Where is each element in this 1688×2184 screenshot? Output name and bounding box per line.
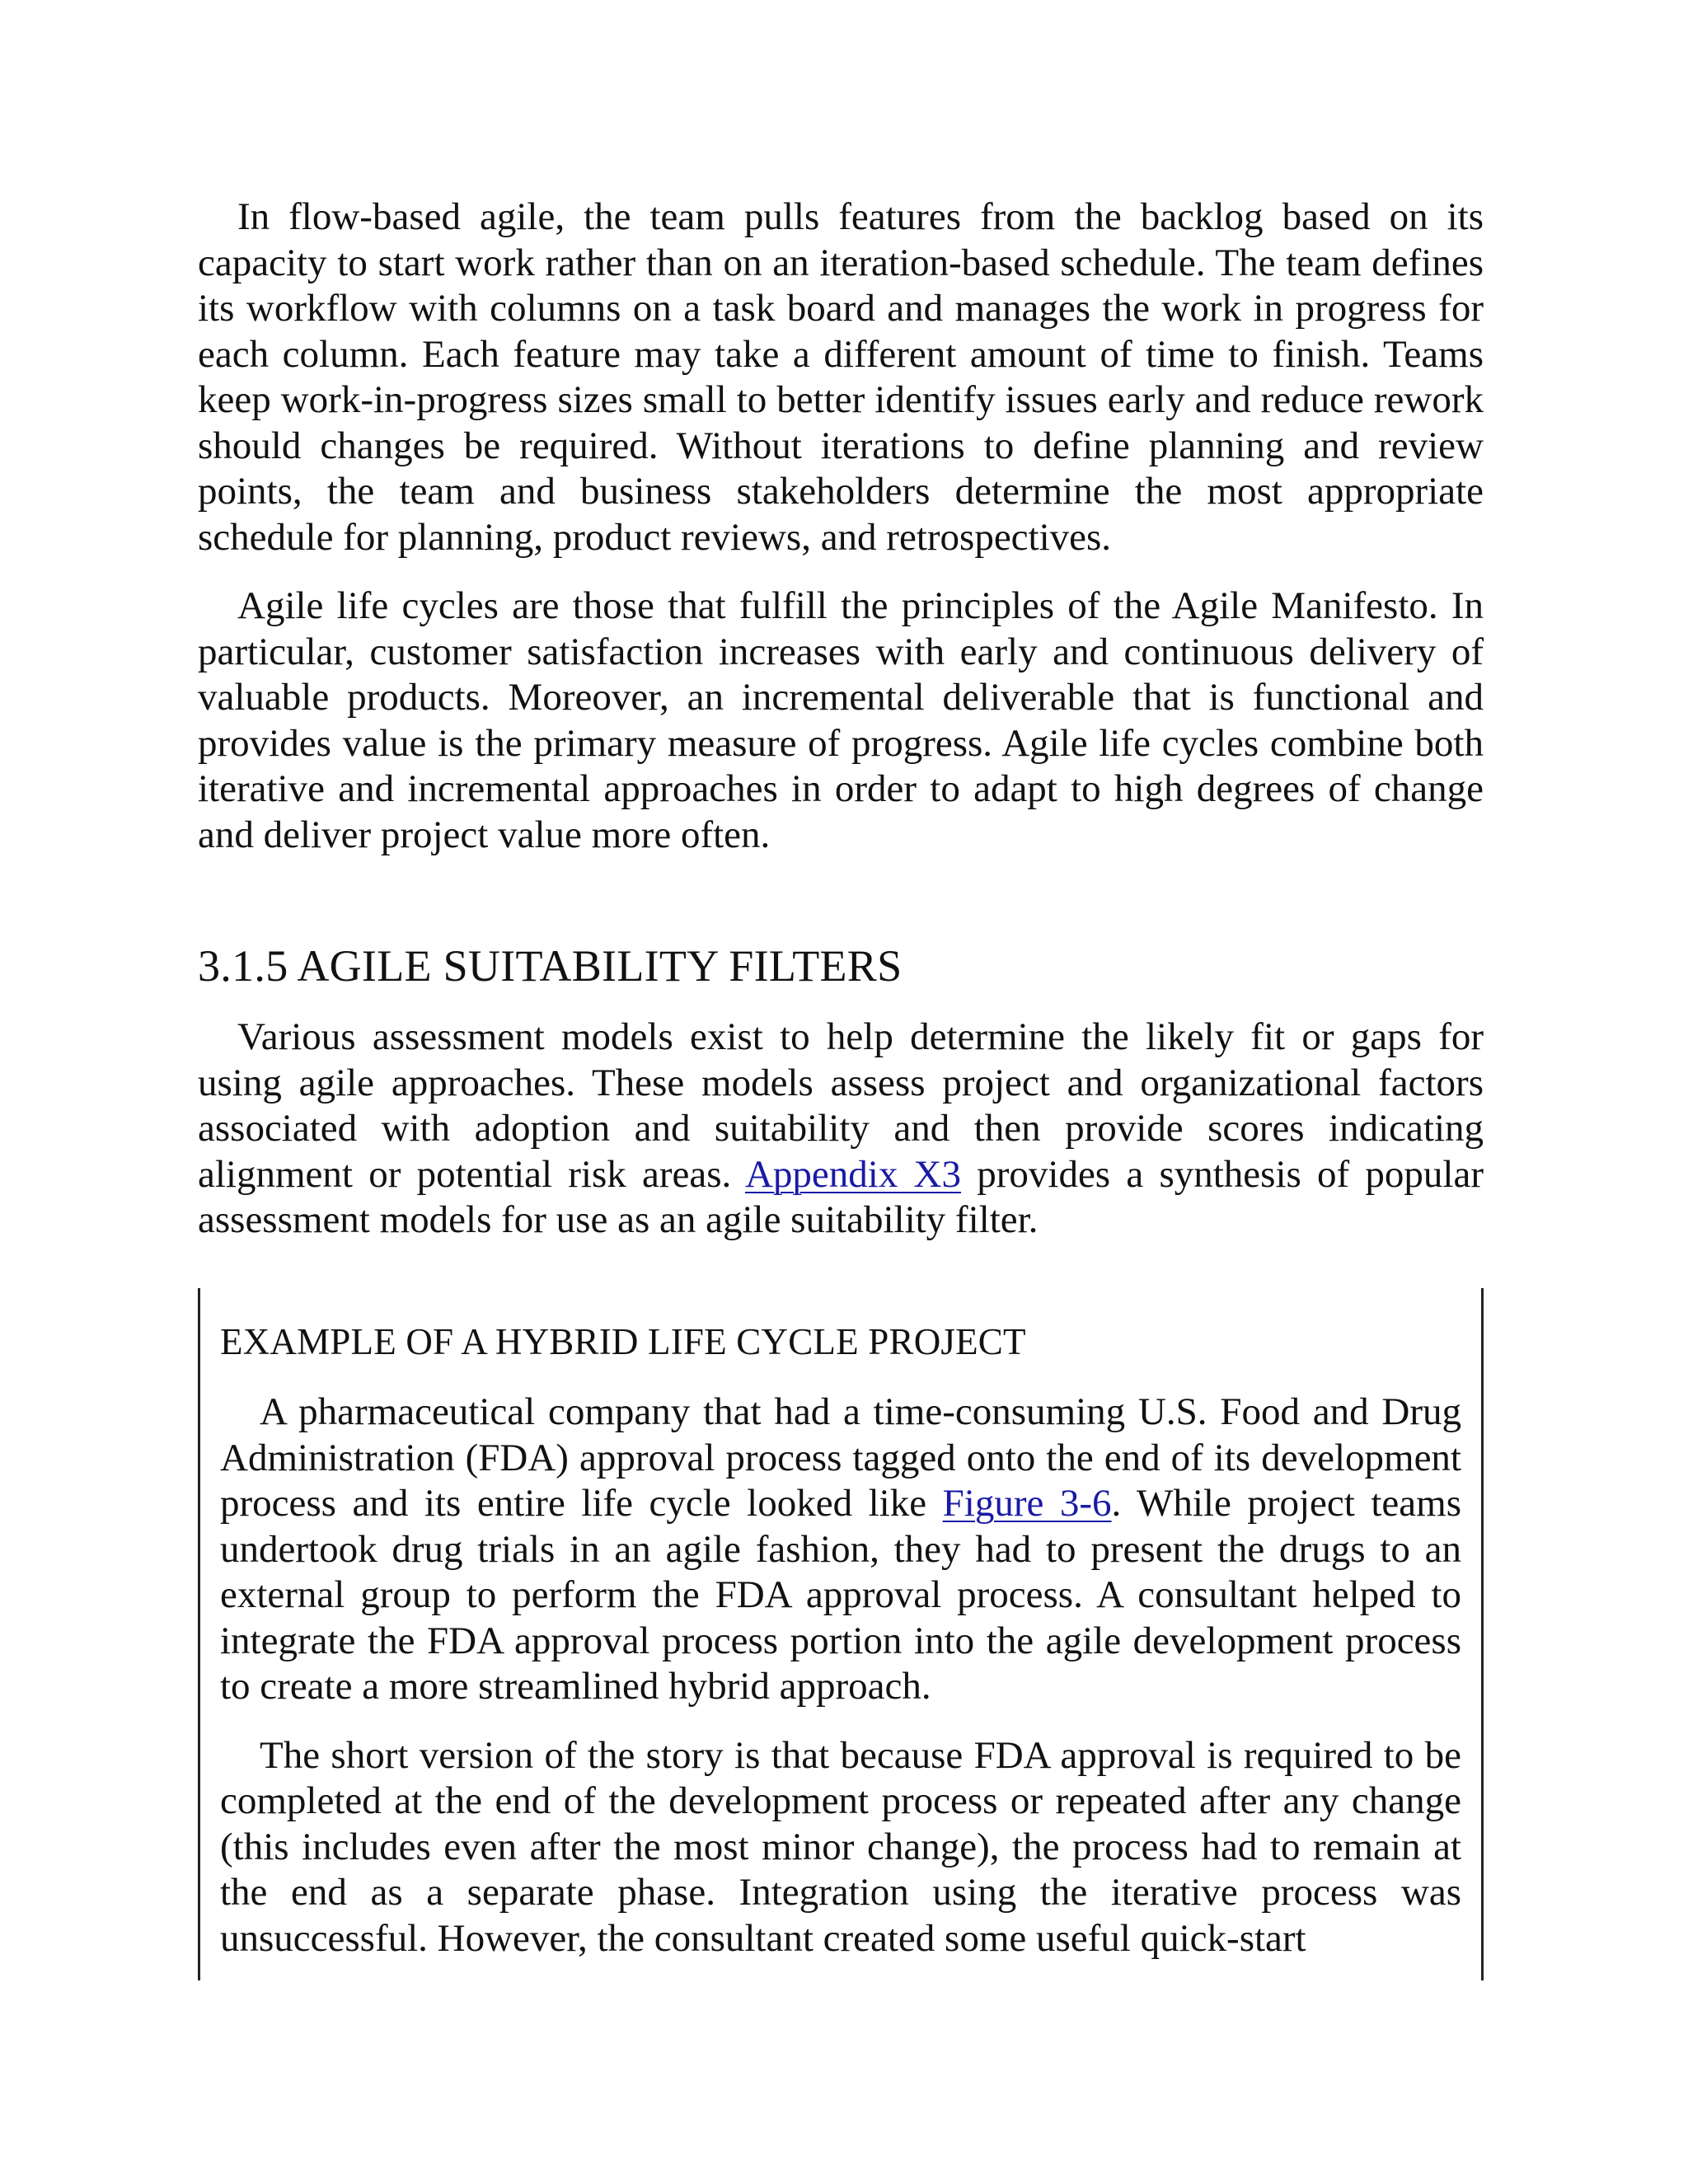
paragraph-text: provides a synthesis of popular assessment models for use as an agile suitability filter. xyxy=(198,1152,1484,1241)
paragraph-text: Various assessment models exist to help determine the likely fit or gaps for using agile approaches. These models assess project and organizational factors associated with adoption and suitability and then provide scores indicating alignment or potential risk areas. xyxy=(198,1015,1484,1196)
page-content xyxy=(198,194,1484,1267)
paragraph-text: A pharmaceutical company that had a time-consuming U.S. Food and Drug Administration (FDA) approval process tagged onto the end of its development process and its entire life cycle looked like xyxy=(220,1390,1461,1525)
sidebar-paragraph-pharma xyxy=(220,1390,1461,1710)
body-paragraph-flow-based-agile: In flow-based agile, the team pulls features from the backlog based on its capacity to start work rather than on an iteration-based schedule. The team defines its workflow with columns on a task board and manages the work in progress for each column. Each feature may take a different amount of time to finish. Teams keep work-in-progress sizes small to better identify issues early and reduce rework should changes be required. Without iterations to define planning and review points, the team and business stakeholders determine the most appropriate schedule for planning, product reviews, and retrospectives. xyxy=(198,195,1484,559)
body-paragraph-agile-life-cycles: Agile life cycles are those that fulfill the principles of the Agile Manifesto. In particular, customer satisfaction increases with early and continuous delivery of valuable products. Moreover, an incremental deliverable that is functional and provides value is the primary measure of progress. Agile life cycles combine both iterative and incremental approaches in order to adapt to high degrees of change and deliver project value more often. xyxy=(198,584,1484,856)
example-sidebar-box xyxy=(198,1288,1484,1980)
section-heading: 3.1.5 AGILE SUITABILITY FILTERS xyxy=(198,941,903,991)
figure-3-6-link[interactable]: Figure 3-6 xyxy=(942,1482,1112,1525)
appendix-x3-link[interactable]: Appendix X3 xyxy=(744,1152,961,1196)
body-paragraph-suitability-filters xyxy=(198,1015,1484,1244)
sidebar-paragraph-short-version: The short version of the story is that because FDA approval is required to be completed at the end of the development process or repeated after any change (this includes even after the most minor change), the process had to remain at the end as a separate phase. Integration using the iterative process was unsuccessful. However, the consultant created some useful quick-start xyxy=(220,1733,1461,1960)
paragraph-text: . While project teams undertook drug trials in an agile fashion, they had to present the drugs to an external group to perform the FDA approval process. A consultant helped to integrate the FDA approval process portion into the agile development process to create a more streamlined hybrid approach. xyxy=(220,1482,1461,1708)
sidebar-title: EXAMPLE OF A HYBRID LIFE CYCLE PROJECT xyxy=(220,1321,1026,1362)
